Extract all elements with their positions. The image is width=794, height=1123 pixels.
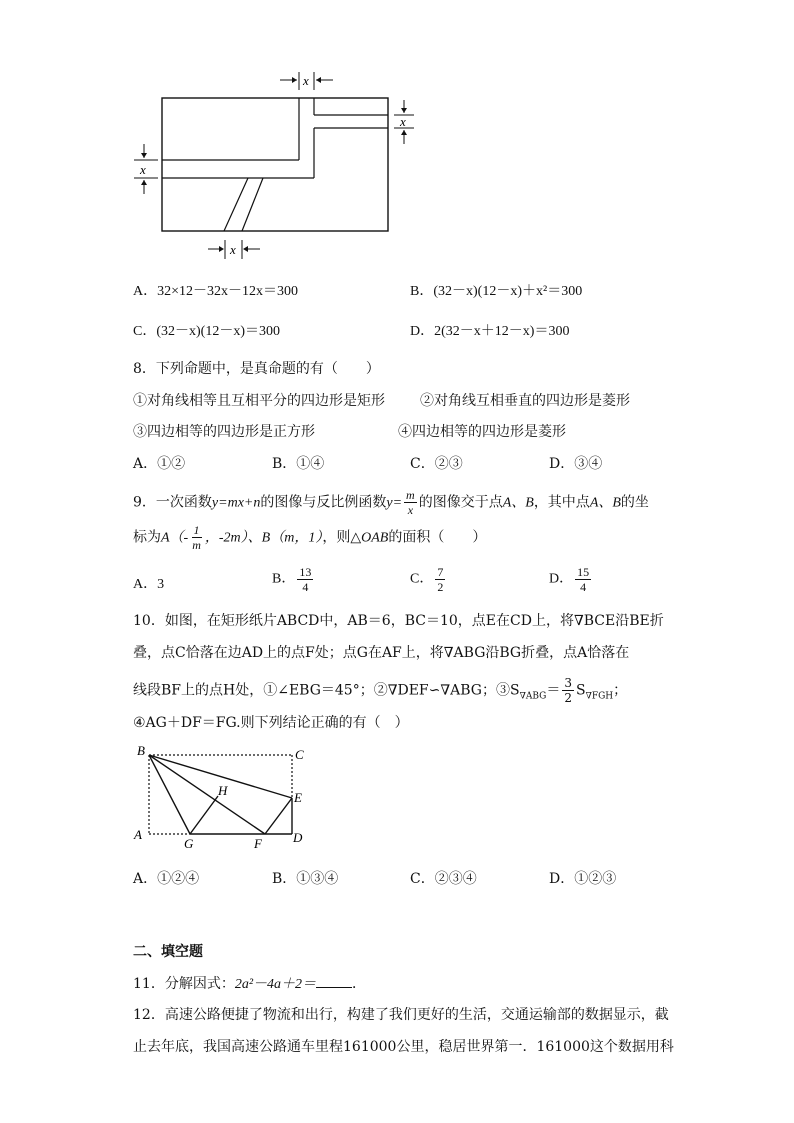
q12-line-2: 止去年底，我国高速公路通车里程161000公里，稳居世界第一．161000这个数据用科 bbox=[133, 1039, 674, 1055]
q10-line-4: ④AG＋DF＝FG.则下列结论正确的有（ ） bbox=[133, 715, 409, 731]
q8-stem: 8．下列命题中，是真命题的有（ ） bbox=[133, 361, 380, 377]
point-e-label: E bbox=[294, 790, 302, 805]
q7-option-c[interactable]: C．(32－x)(12－x)＝300 bbox=[133, 324, 280, 339]
point-b-label: B bbox=[137, 743, 145, 758]
q9-line-1: 9．一次函数y=mx+n的图像与反比例函数y= $\frac{m}{x}$ 的图像交于点A、B，其中点A、B的坐 bbox=[133, 488, 649, 517]
right-x-label: x bbox=[400, 114, 406, 129]
bottom-x-label: x bbox=[230, 242, 236, 257]
field-rectangle bbox=[162, 98, 388, 231]
point-g-label: G bbox=[184, 836, 194, 851]
q8-statement-4: ④四边相等的四边形是菱形 bbox=[398, 424, 566, 440]
q8-option-c[interactable]: C．②③ bbox=[410, 456, 463, 472]
q11: 11．分解因式：2a²－4a＋2＝ ． bbox=[133, 976, 367, 992]
q12-line-1: 12．高速公路便捷了物流和出行，构建了我们更好的生活，交通运输部的数据显示，截 bbox=[133, 1007, 669, 1023]
q9-option-c[interactable]: C． $\frac{7}{2}$ bbox=[410, 565, 444, 594]
q8-option-d[interactable]: D．③④ bbox=[549, 456, 603, 472]
q9-fraction-m-over-x: $\frac{m}{x}$ bbox=[406, 488, 415, 517]
q10-line-2: 叠，点C恰落在边AD上的点F处；点G在AF上，将∇ABG沿BG折叠，点A恰落在 bbox=[133, 645, 630, 661]
q8-statement-3: ③四边相等的四边形是正方形 bbox=[133, 424, 315, 440]
q8-statement-2: ②对角线互相垂直的四边形是菱形 bbox=[420, 393, 630, 409]
q8-statement-1: ①对角线相等且互相平分的四边形是矩形 bbox=[133, 393, 385, 409]
q8-option-a[interactable]: A．①② bbox=[133, 456, 186, 472]
q7-option-b[interactable]: B．(32－x)(12－x)＋x²＝300 bbox=[410, 284, 583, 299]
q7-option-a[interactable]: A．32×12－32x－12x＝300 bbox=[133, 284, 299, 299]
top-x-label: x bbox=[303, 73, 309, 88]
point-h-label: H bbox=[218, 783, 228, 798]
point-c-label: C bbox=[295, 747, 304, 762]
q10-option-d[interactable]: D．①②③ bbox=[549, 871, 617, 887]
q9-line-2: 标为A（- $\frac{1}{m}$ ，-2m）、B（m，1），则△OAB的面积（ ） bbox=[133, 523, 487, 552]
q9-option-d[interactable]: D． $\frac{15}{4}$ bbox=[549, 565, 590, 594]
q10-option-c[interactable]: C．②③④ bbox=[410, 871, 477, 887]
section-title: 二、填空题 bbox=[133, 944, 203, 960]
point-d-label: D bbox=[293, 830, 303, 845]
q11-answer-blank[interactable] bbox=[316, 975, 352, 988]
q9-fraction-1-over-m: $\frac{1}{m}$ bbox=[192, 523, 201, 552]
q9-option-b[interactable]: B． $\frac{13}{4}$ bbox=[272, 565, 312, 594]
q10-line-1: 10．如图，在矩形纸片ABCD中，AB＝6，BC＝10，点E在CD上，将∇BCE沿BE折 bbox=[133, 613, 664, 629]
q10-option-b[interactable]: B．①③④ bbox=[272, 871, 339, 887]
rectangle-fold-figure bbox=[128, 740, 318, 855]
q9-option-a[interactable]: A．3 bbox=[133, 577, 165, 592]
road-rectangle-figure bbox=[128, 66, 428, 266]
point-f-label: F bbox=[254, 836, 262, 851]
q10-line-3: 线段BF上的点H处，①∠EBG＝45°；②∇DEF∽∇ABG；$③S_{\nabla ABG}=$ $\frac{3}{2}$ $S_{\nabla FGH}$； bbox=[133, 676, 628, 705]
q7-option-d[interactable]: D．2(32－x＋12－x)＝300 bbox=[410, 324, 570, 339]
left-x-label: x bbox=[140, 162, 146, 177]
point-a-label: A bbox=[134, 827, 142, 842]
q10-option-a[interactable]: A．①②④ bbox=[133, 871, 200, 887]
q8-option-b[interactable]: B．①④ bbox=[272, 456, 325, 472]
